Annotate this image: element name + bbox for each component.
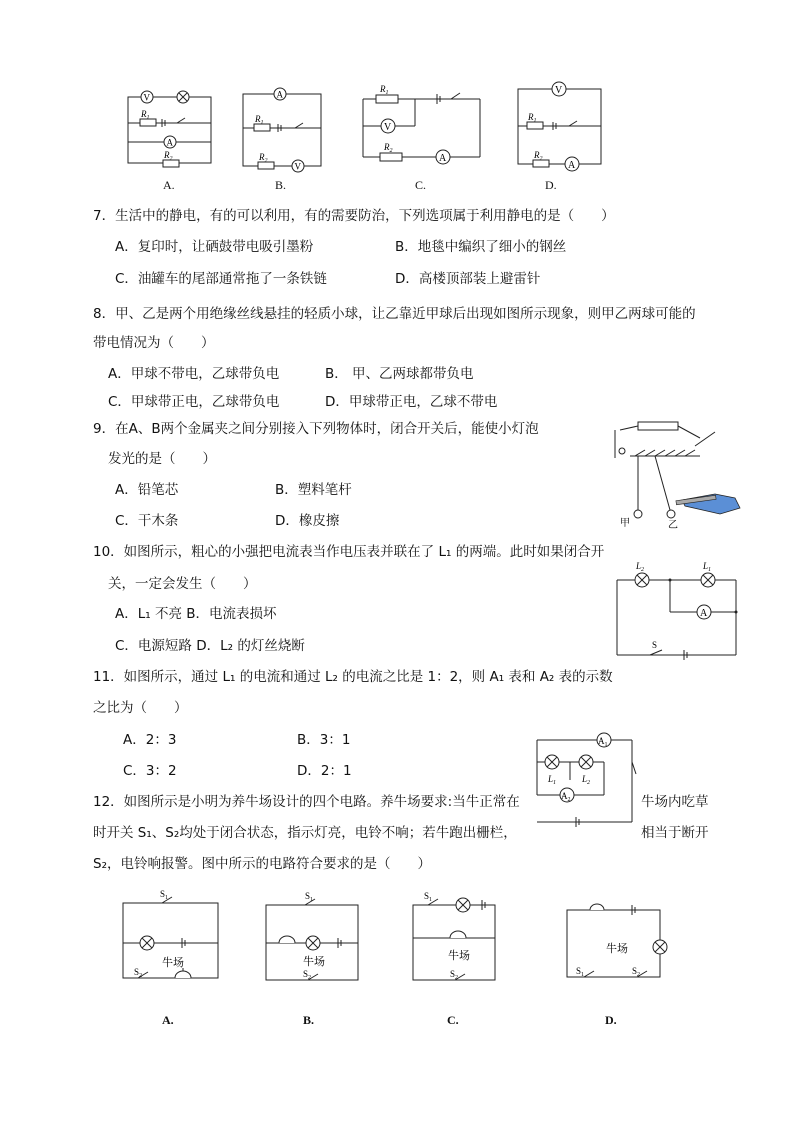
- bottom-circuit-b: [263, 893, 368, 983]
- svg-text:A: A: [700, 608, 708, 619]
- q7-option-a[interactable]: A．复印时，让硒鼓带电吸引墨粉: [115, 239, 314, 255]
- q10-stem-line2: 关，一定会发生（ ）: [108, 576, 257, 592]
- svg-text:R1: $R_1$: [528, 112, 537, 124]
- svg-text:L1: $L_1$: [548, 774, 557, 786]
- q11-stem-line1: 11．如图所示，通过 L₁ 的电流和通过 L₂ 的电流之比是 1：2，则 A₁ 表和 A₂ 表的示数: [93, 669, 613, 685]
- q8-stem-line2: 带电情况为（ ）: [93, 335, 215, 351]
- svg-text:S: S: [652, 640, 658, 650]
- q9-option-a[interactable]: A．铅笔芯: [115, 482, 179, 498]
- bottom-option-a: A.: [162, 1013, 174, 1027]
- bottom-circuit-c: [410, 893, 515, 983]
- svg-text:S1: $S_1$: [305, 891, 314, 903]
- top-circuit-d: [515, 82, 615, 171]
- q11-circuit: [532, 730, 642, 820]
- svg-text:S2: $S_2$: [303, 969, 312, 981]
- svg-text:A: A: [568, 160, 576, 171]
- svg-text:A2: $A_2$: [561, 791, 571, 803]
- q8-option-d[interactable]: D．甲球带正电，乙球不带电: [325, 394, 498, 410]
- svg-text:牛场: 牛场: [303, 956, 325, 968]
- bottom-circuit-d: [562, 890, 672, 985]
- q9-stem-line2: 发光的是（ ）: [108, 451, 216, 467]
- svg-text:S1: $S_1$: [424, 891, 433, 903]
- svg-text:V: V: [555, 85, 563, 96]
- bottom-option-d: D.: [605, 1013, 617, 1027]
- q12-stem-line1b: 牛场内吃草: [641, 794, 709, 810]
- svg-text:L2: $L_2$: [636, 561, 645, 573]
- svg-text:S2: $S_2$: [632, 966, 641, 978]
- q10-options-cd[interactable]: C．电源短路 D．L₂ 的灯丝烧断: [115, 638, 305, 654]
- q8-q9-figure: [600, 410, 750, 530]
- q10-stem-line1: 10．如图所示，粗心的小强把电流表当作电压表并联在了 L₁ 的两端。此时如果闭合开: [93, 544, 605, 560]
- svg-text:S2: $S_2$: [134, 967, 143, 979]
- top-option-b: B.: [275, 178, 287, 192]
- svg-text:S2: $S_2$: [450, 969, 459, 981]
- svg-text:V: V: [294, 161, 301, 172]
- q9-option-c[interactable]: C．干木条: [115, 513, 179, 529]
- top-circuit-a: [125, 88, 225, 168]
- svg-text:R2: $R_2$: [164, 150, 173, 162]
- svg-text:L2: $L_2$: [582, 774, 591, 786]
- q7-option-c[interactable]: C．油罐车的尾部通常拖了一条铁链: [115, 271, 327, 287]
- q8-option-c[interactable]: C．甲球带正电，乙球带负电: [108, 394, 280, 410]
- svg-text:牛场: 牛场: [606, 943, 628, 955]
- svg-text:L1: $L_1$: [703, 561, 712, 573]
- top-option-c: C.: [415, 178, 427, 192]
- q7-option-d[interactable]: D．高楼顶部装上避雷针: [395, 271, 541, 287]
- bottom-option-b: B.: [303, 1013, 315, 1027]
- voltmeter-symbol: V: [143, 92, 150, 103]
- q11-option-d[interactable]: D．2：1: [297, 763, 352, 779]
- ammeter-symbol: A: [166, 137, 173, 148]
- q11-option-b[interactable]: B．3：1: [297, 732, 351, 748]
- q9-option-d[interactable]: D．橡皮擦: [275, 513, 340, 529]
- q12-stem-line1a: 12．如图所示是小明为养牛场设计的四个电路。养牛场要求:当牛正常在: [93, 794, 520, 810]
- svg-text:A: A: [276, 89, 283, 100]
- svg-text:S1: $S_1$: [576, 966, 585, 978]
- svg-text:S1: $S_1$: [160, 889, 169, 901]
- svg-text:R1: $R_1$: [255, 114, 264, 126]
- q7-stem: 7．生活中的静电，有的可以利用，有的需要防治，下列选项属于利用静电的是（ ）: [93, 208, 615, 224]
- svg-text:R2: $R_2$: [259, 152, 268, 164]
- ball-jia-label: 甲: [620, 518, 630, 529]
- top-circuit-c: [358, 84, 488, 164]
- svg-text:A: A: [439, 153, 447, 164]
- svg-text:R2: $R_2$: [534, 150, 543, 162]
- svg-text:R1: $R_1$: [141, 109, 150, 121]
- bottom-circuit-a: [120, 889, 225, 983]
- q12-stem-line3: S₂，电铃响报警。图中所示的电路符合要求的是（ ）: [93, 856, 431, 872]
- top-circuit-b: [240, 88, 340, 172]
- top-option-d: D.: [545, 178, 557, 192]
- top-option-a: A.: [163, 178, 175, 192]
- q7-option-b[interactable]: B．地毯中编织了细小的钢丝: [395, 239, 567, 255]
- q11-option-a[interactable]: A．2：3: [123, 732, 177, 748]
- q12-stem-line2b: 相当于断开: [641, 825, 709, 841]
- q12-stem-line2a: 时开关 S₁、S₂均处于闭合状态，指示灯亮，电铃不响；若牛跑出栅栏，: [93, 825, 517, 841]
- q11-option-c[interactable]: C．3：2: [123, 763, 177, 779]
- q10-options-ab[interactable]: A．L₁ 不亮 B．电流表损坏: [115, 606, 277, 622]
- q9-stem-line1: 9．在A、B两个金属夹之间分别接入下列物体时，闭合开关后，能使小灯泡: [93, 421, 539, 437]
- svg-text:牛场: 牛场: [448, 950, 470, 962]
- q8-stem-line1: 8．甲、乙是两个用绝缘丝线悬挂的轻质小球，让乙靠近甲球后出现如图所示现象，则甲乙两球可能的: [93, 306, 696, 322]
- q11-stem-line2: 之比为（ ）: [93, 700, 188, 716]
- svg-text:R1: $R_1$: [380, 84, 389, 96]
- q8-option-b[interactable]: B． 甲、乙两球都带负电: [325, 366, 474, 382]
- svg-text:V: V: [384, 122, 392, 133]
- q9-option-b[interactable]: B．塑料笔杆: [275, 482, 352, 498]
- ball-yi-label: 乙: [668, 520, 678, 531]
- q10-circuit: [612, 560, 742, 660]
- svg-text:A1: $A_1$: [598, 736, 608, 748]
- bottom-option-c: C.: [447, 1013, 459, 1027]
- q8-option-a[interactable]: A．甲球不带电，乙球带负电: [108, 366, 280, 382]
- svg-text:牛场: 牛场: [162, 957, 184, 969]
- svg-text:R2: $R_2$: [384, 142, 393, 154]
